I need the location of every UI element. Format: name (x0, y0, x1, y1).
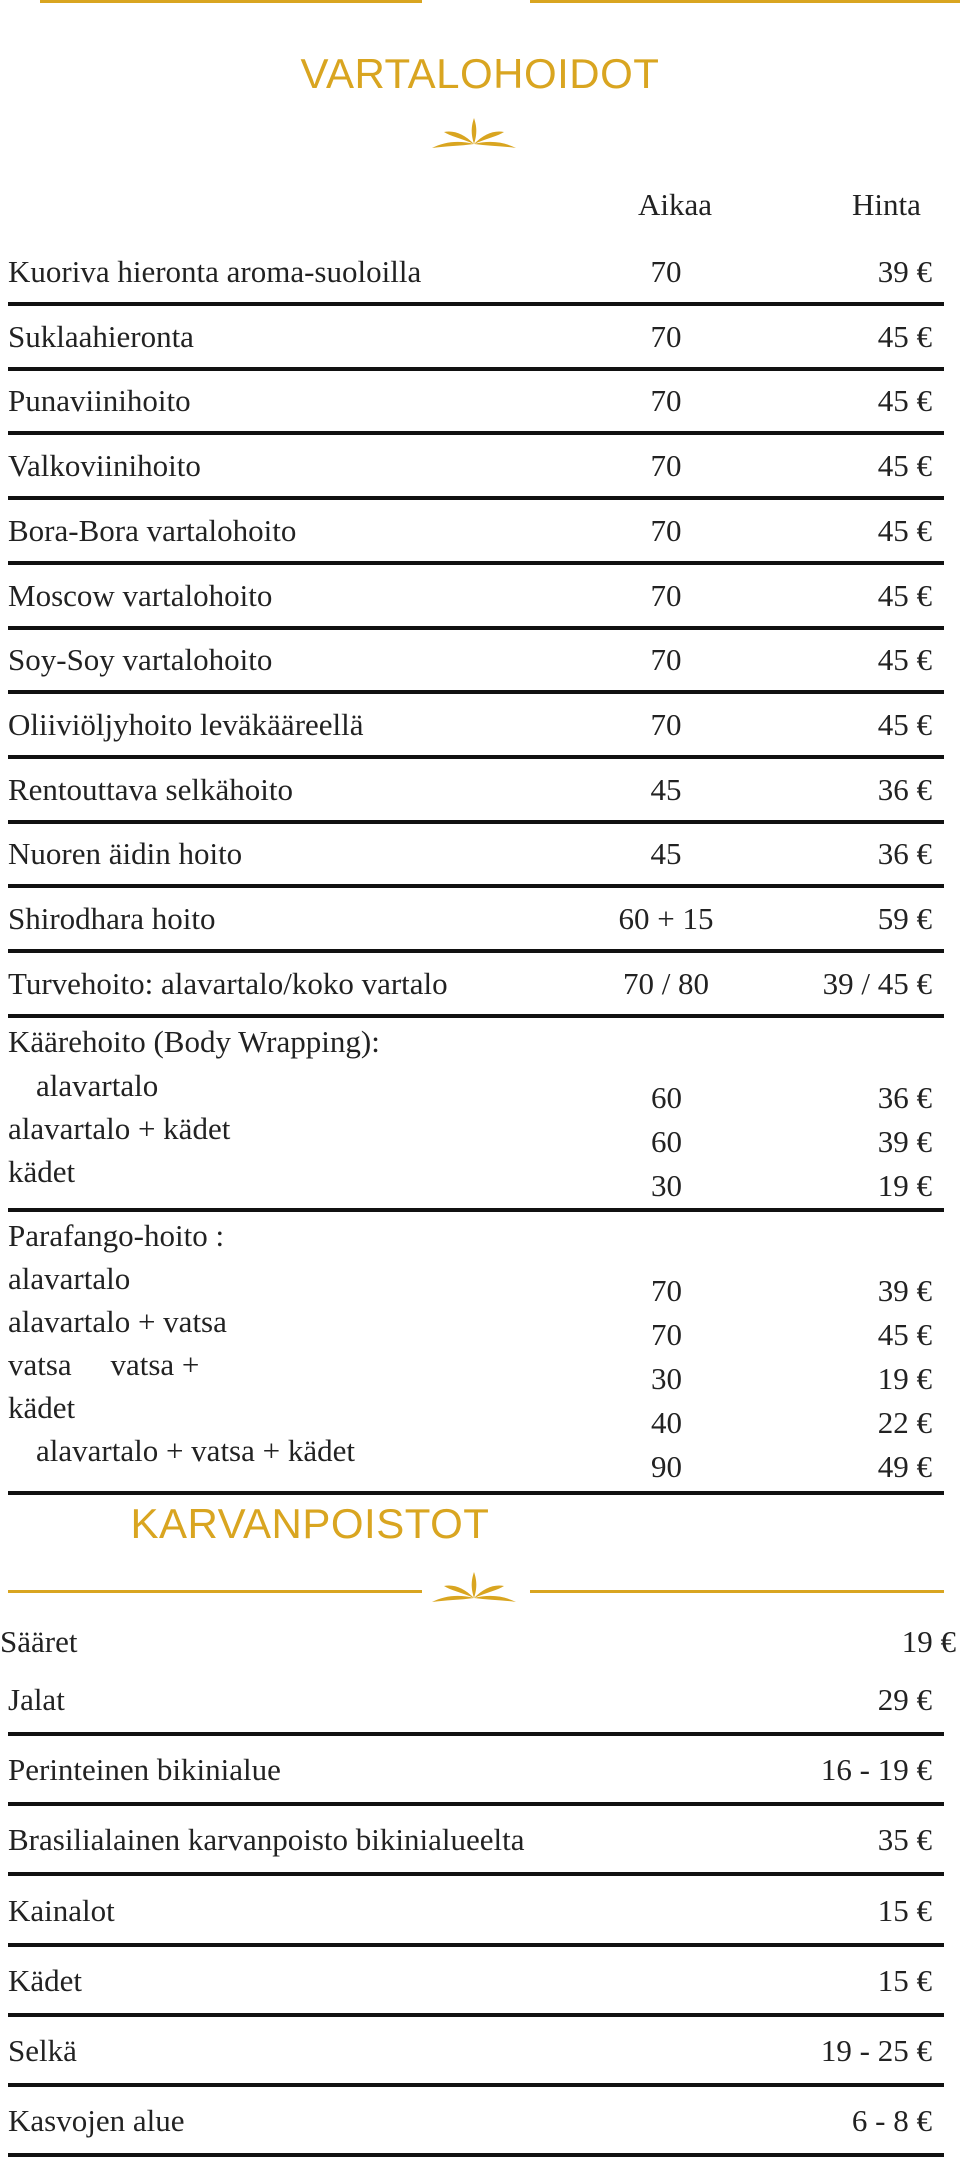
wrap-price: 36 € (877, 1080, 932, 1115)
treatment-price: 36 € (877, 771, 932, 807)
treatment-name: Shirodhara hoito (8, 901, 216, 936)
treatment-name: Nuoren äidin hoito (8, 836, 243, 872)
section-title-karvanpoistot: KARVANPOISTOT (130, 1500, 490, 1547)
treatment-price: 45 € (877, 512, 932, 548)
row-divider (8, 2083, 944, 2087)
row-divider (8, 496, 944, 500)
treatment-time: 70 (650, 318, 682, 354)
row-divider (8, 690, 944, 694)
parafango-title: Parafango-hoito : (8, 1218, 225, 1253)
parafango-price: 45 € (877, 1317, 932, 1352)
treatment-name: Suklaahieronta (8, 318, 194, 354)
treatment-price: 45 € (877, 706, 932, 742)
treatment-row (0, 578, 960, 643)
treatment-price: 39 / 45 € (822, 965, 932, 1001)
treatment-price: 45 € (877, 448, 932, 484)
treatment-time: 70 (650, 383, 682, 419)
wrap-time: 60 (651, 1124, 682, 1159)
row-divider (8, 949, 944, 953)
treatment-row (0, 707, 960, 772)
treatment-price: 39 € (877, 254, 932, 289)
treatment-name: Bora-Bora vartalohoito (8, 512, 297, 548)
row-divider (8, 820, 944, 824)
wrap-line: kädet (8, 1154, 76, 1189)
section-divider-right (530, 1590, 944, 1593)
wrap-price: 19 € (877, 1168, 932, 1203)
treatment-price: 45 € (877, 318, 932, 354)
treatment-row (0, 448, 960, 513)
row-divider (8, 431, 944, 435)
parafango-line: vatsa vatsa + (8, 1347, 200, 1382)
wrap-time: 30 (651, 1168, 682, 1203)
treatment-time: 70 (650, 642, 682, 678)
row-divider (8, 1732, 944, 1736)
parafango-line: alavartalo + vatsa (8, 1304, 227, 1339)
treatment-row (0, 901, 960, 966)
treatment-row (0, 383, 960, 448)
treatment-name: Kuoriva hieronta aroma-suoloilla (8, 254, 422, 289)
hair-removal-price: 19 € (901, 1624, 956, 1659)
treatment-row (0, 254, 960, 319)
column-header-time: Aikaa (638, 187, 713, 222)
treatment-row (0, 772, 960, 837)
treatment-name: Moscow vartalohoito (8, 577, 273, 613)
wrap-title: Käärehoito (Body Wrapping): (8, 1024, 380, 1059)
top-divider-left (40, 0, 422, 3)
treatment-time: 45 (650, 771, 682, 807)
treatment-name: Valkoviinihoito (8, 448, 201, 484)
row-divider (8, 1802, 944, 1806)
treatment-name: Soy-Soy vartalohoito (8, 642, 273, 678)
hair-removal-name: Jalat (8, 1682, 65, 1717)
treatment-price: 45 € (877, 383, 932, 419)
hair-removal-name: Brasilialainen karvanpoisto bikinialueelta (8, 1822, 525, 1857)
hair-removal-name: Perinteinen bikinialue (8, 1752, 281, 1787)
section-title-vartalohoidot: VARTALOHOIDOT (300, 50, 660, 97)
treatment-price: 45 € (877, 577, 932, 613)
section-divider-left (8, 1590, 422, 1593)
treatment-row (0, 836, 960, 901)
parafango-time: 90 (651, 1449, 682, 1484)
top-divider-right (530, 0, 960, 3)
wrap-line: alavartalo (36, 1068, 159, 1103)
row-divider (8, 367, 944, 371)
row-divider (8, 1943, 944, 1947)
hair-removal-price: 16 - 19 € (820, 1752, 932, 1787)
hair-removal-name: Kasvojen alue (8, 2103, 185, 2138)
parafango-line: kädet (8, 1390, 76, 1425)
parafango-price: 49 € (877, 1449, 932, 1484)
fleuron-ornament-icon (430, 1568, 518, 1608)
treatment-time: 45 (650, 836, 682, 872)
parafango-time: 30 (651, 1361, 682, 1396)
hair-removal-price: 35 € (877, 1822, 932, 1857)
treatment-time: 70 (650, 577, 682, 613)
row-divider (8, 755, 944, 759)
treatment-time: 70 (650, 512, 682, 548)
hair-removal-name: Kainalot (8, 1893, 115, 1928)
row-divider (8, 1872, 944, 1876)
row-divider (8, 1491, 944, 1495)
row-divider (8, 302, 944, 306)
treatment-time: 70 / 80 (622, 965, 710, 1001)
treatment-row (0, 966, 960, 1031)
hair-removal-price: 19 - 25 € (820, 2033, 932, 2068)
treatment-name: Oliiviöljyhoito leväkääreellä (8, 706, 364, 742)
row-divider (8, 626, 944, 630)
treatment-price: 36 € (877, 836, 932, 872)
hair-removal-name: Selkä (8, 2033, 77, 2068)
wrap-line: alavartalo + kädet (8, 1111, 231, 1146)
treatment-price: 45 € (877, 642, 932, 678)
row-divider (8, 1208, 944, 1212)
treatment-name: Punaviinihoito (8, 383, 191, 419)
treatment-name: Turvehoito: alavartalo/koko vartalo (8, 965, 448, 1001)
row-divider (8, 884, 944, 888)
hair-removal-price: 15 € (877, 1893, 932, 1928)
treatment-time: 70 (650, 254, 682, 289)
hair-removal-price: 6 - 8 € (851, 2103, 932, 2138)
treatment-row (0, 513, 960, 578)
treatment-price: 59 € (877, 901, 932, 936)
hair-removal-price: 15 € (877, 1963, 932, 1998)
treatment-time: 60 + 15 (618, 901, 714, 936)
treatment-row (0, 319, 960, 384)
row-divider (8, 561, 944, 565)
parafango-line: alavartalo (8, 1261, 131, 1296)
row-divider (8, 2013, 944, 2017)
parafango-line: alavartalo + vatsa + kädet (36, 1433, 355, 1468)
treatment-time: 70 (650, 706, 682, 742)
parafango-price: 39 € (877, 1273, 932, 1308)
parafango-time: 70 (651, 1273, 682, 1308)
parafango-time: 40 (651, 1405, 682, 1440)
parafango-time: 70 (651, 1317, 682, 1352)
treatment-time: 70 (650, 448, 682, 484)
treatment-row (0, 642, 960, 707)
column-header-price: Hinta (852, 187, 921, 222)
row-divider (8, 1014, 944, 1018)
wrap-time: 60 (651, 1080, 682, 1115)
parafango-price: 22 € (877, 1405, 932, 1440)
wrap-price: 39 € (877, 1124, 932, 1159)
hair-removal-price: 29 € (877, 1682, 932, 1717)
parafango-price: 19 € (877, 1361, 932, 1396)
hair-removal-name: Sääret (0, 1624, 78, 1659)
hair-removal-name: Kädet (8, 1963, 83, 1998)
treatment-name: Rentouttava selkähoito (8, 771, 293, 807)
row-divider (8, 2153, 944, 2157)
fleuron-ornament-icon (430, 114, 518, 154)
